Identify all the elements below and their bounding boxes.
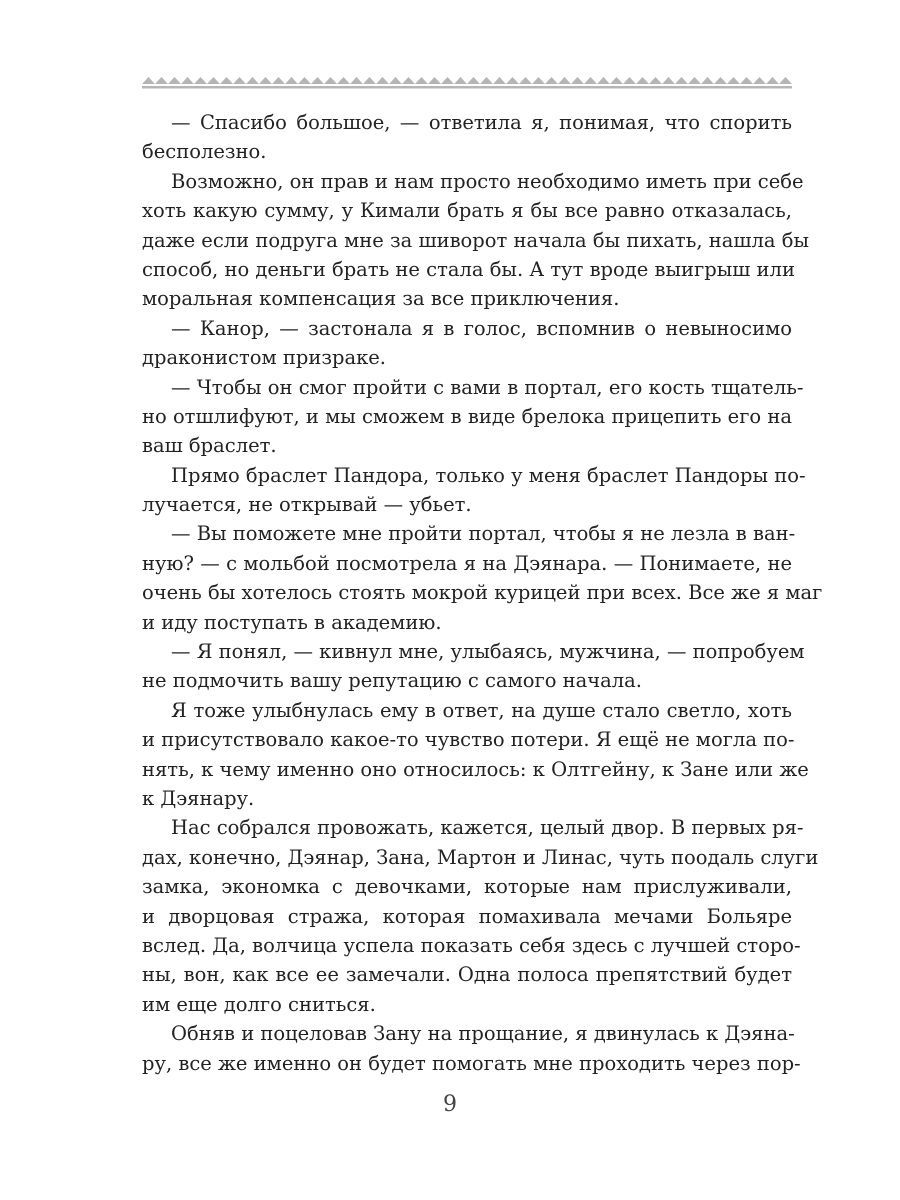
text-line: им еще долго сниться. <box>142 992 376 1016</box>
text-line: ру, все же именно он будет помогать мне проходить через пор- <box>142 1051 801 1075</box>
text-line: — Вы поможете мне пройти портал, чтобы я не лезла в ван- <box>171 522 796 546</box>
text-line: — Спасибо большое, — ответила я, понимая, что спорить <box>171 111 792 134</box>
text-line: Я тоже улыбнулась ему в ответ, на душе стало светло, хоть <box>171 698 792 722</box>
text-line: и иду поступать в академию. <box>142 610 442 634</box>
text-line: дах, конечно, Дэянар, Зана, Мартон и Линас, чуть поодаль слуги <box>142 845 819 869</box>
text-line: вслед. Да, волчица успела показать себя здесь с лучшей сторо- <box>142 933 801 957</box>
text-line: очень бы хотелось стоять мокрой курицей при всех. Все же я маг <box>142 581 823 605</box>
text-line: не подмочить вашу репутацию с самого начала. <box>142 669 642 693</box>
text-line: даже если подруга мне за шиворот начала бы пихать, нашла бы <box>142 228 809 252</box>
text-line: моральная компенсация за все приключения. <box>142 287 620 311</box>
text-line: — Я понял, — кивнул мне, улыбаясь, мужчина, — попробуем <box>171 640 805 664</box>
header-ornament <box>142 70 792 92</box>
text-line: хоть какую сумму, у Кимали брать я бы все равно отказалась, <box>142 199 792 223</box>
text-line: Нас собрался провожать, кажется, целый двор. В первых ря- <box>171 816 804 840</box>
text-line: драконистом призраке. <box>142 346 386 370</box>
text-line: бесполезно. <box>142 140 267 164</box>
text-line: но отшлифуют, и мы сможем в виде брелока прицепить его на <box>142 404 792 428</box>
text-line: Прямо браслет Пандора, только у меня браслет Пандоры по- <box>171 463 806 487</box>
text-line: Возможно, он прав и нам просто необходимо иметь при себе <box>171 169 804 193</box>
text-line: — Канор, — застонала я в голос, вспомнив о невыносимо <box>171 316 792 340</box>
text-line: замка, экономка с девочками, которые нам прислуживали, <box>142 875 792 899</box>
zigzag-ornament-icon <box>142 70 792 92</box>
body-text <box>142 108 823 1078</box>
text-line: ваш браслет. <box>142 434 277 458</box>
text-line: к Дэянару. <box>142 786 255 810</box>
text-line: — Чтобы он смог пройти с вами в портал, его кость тщатель- <box>171 375 804 399</box>
text-line: и дворцовая стража, которая помахивала мечами Больяре <box>142 904 792 928</box>
text-line: нять, к чему именно оно относилось: к Олтгейну, к Зане или же <box>142 757 809 781</box>
page-number: 9 <box>443 1092 457 1117</box>
text-line: ную? — с мольбой посмотрела я на Дэянара. — Понимаете, не <box>142 551 792 575</box>
text-line: лучается, не открывай — убьет. <box>142 493 472 517</box>
text-line: и присутствовало какое-то чувство потери. Я ещё не могла по- <box>142 728 795 752</box>
text-line: способ, но деньги брать не стала бы. А тут вроде выигрыш или <box>142 257 795 281</box>
text-line: Обняв и поцеловав Зану на прощание, я двинулась к Дэяна- <box>171 1022 795 1046</box>
text-line: ны, вон, как все ее замечали. Одна полоса препятствий будет <box>142 963 792 987</box>
